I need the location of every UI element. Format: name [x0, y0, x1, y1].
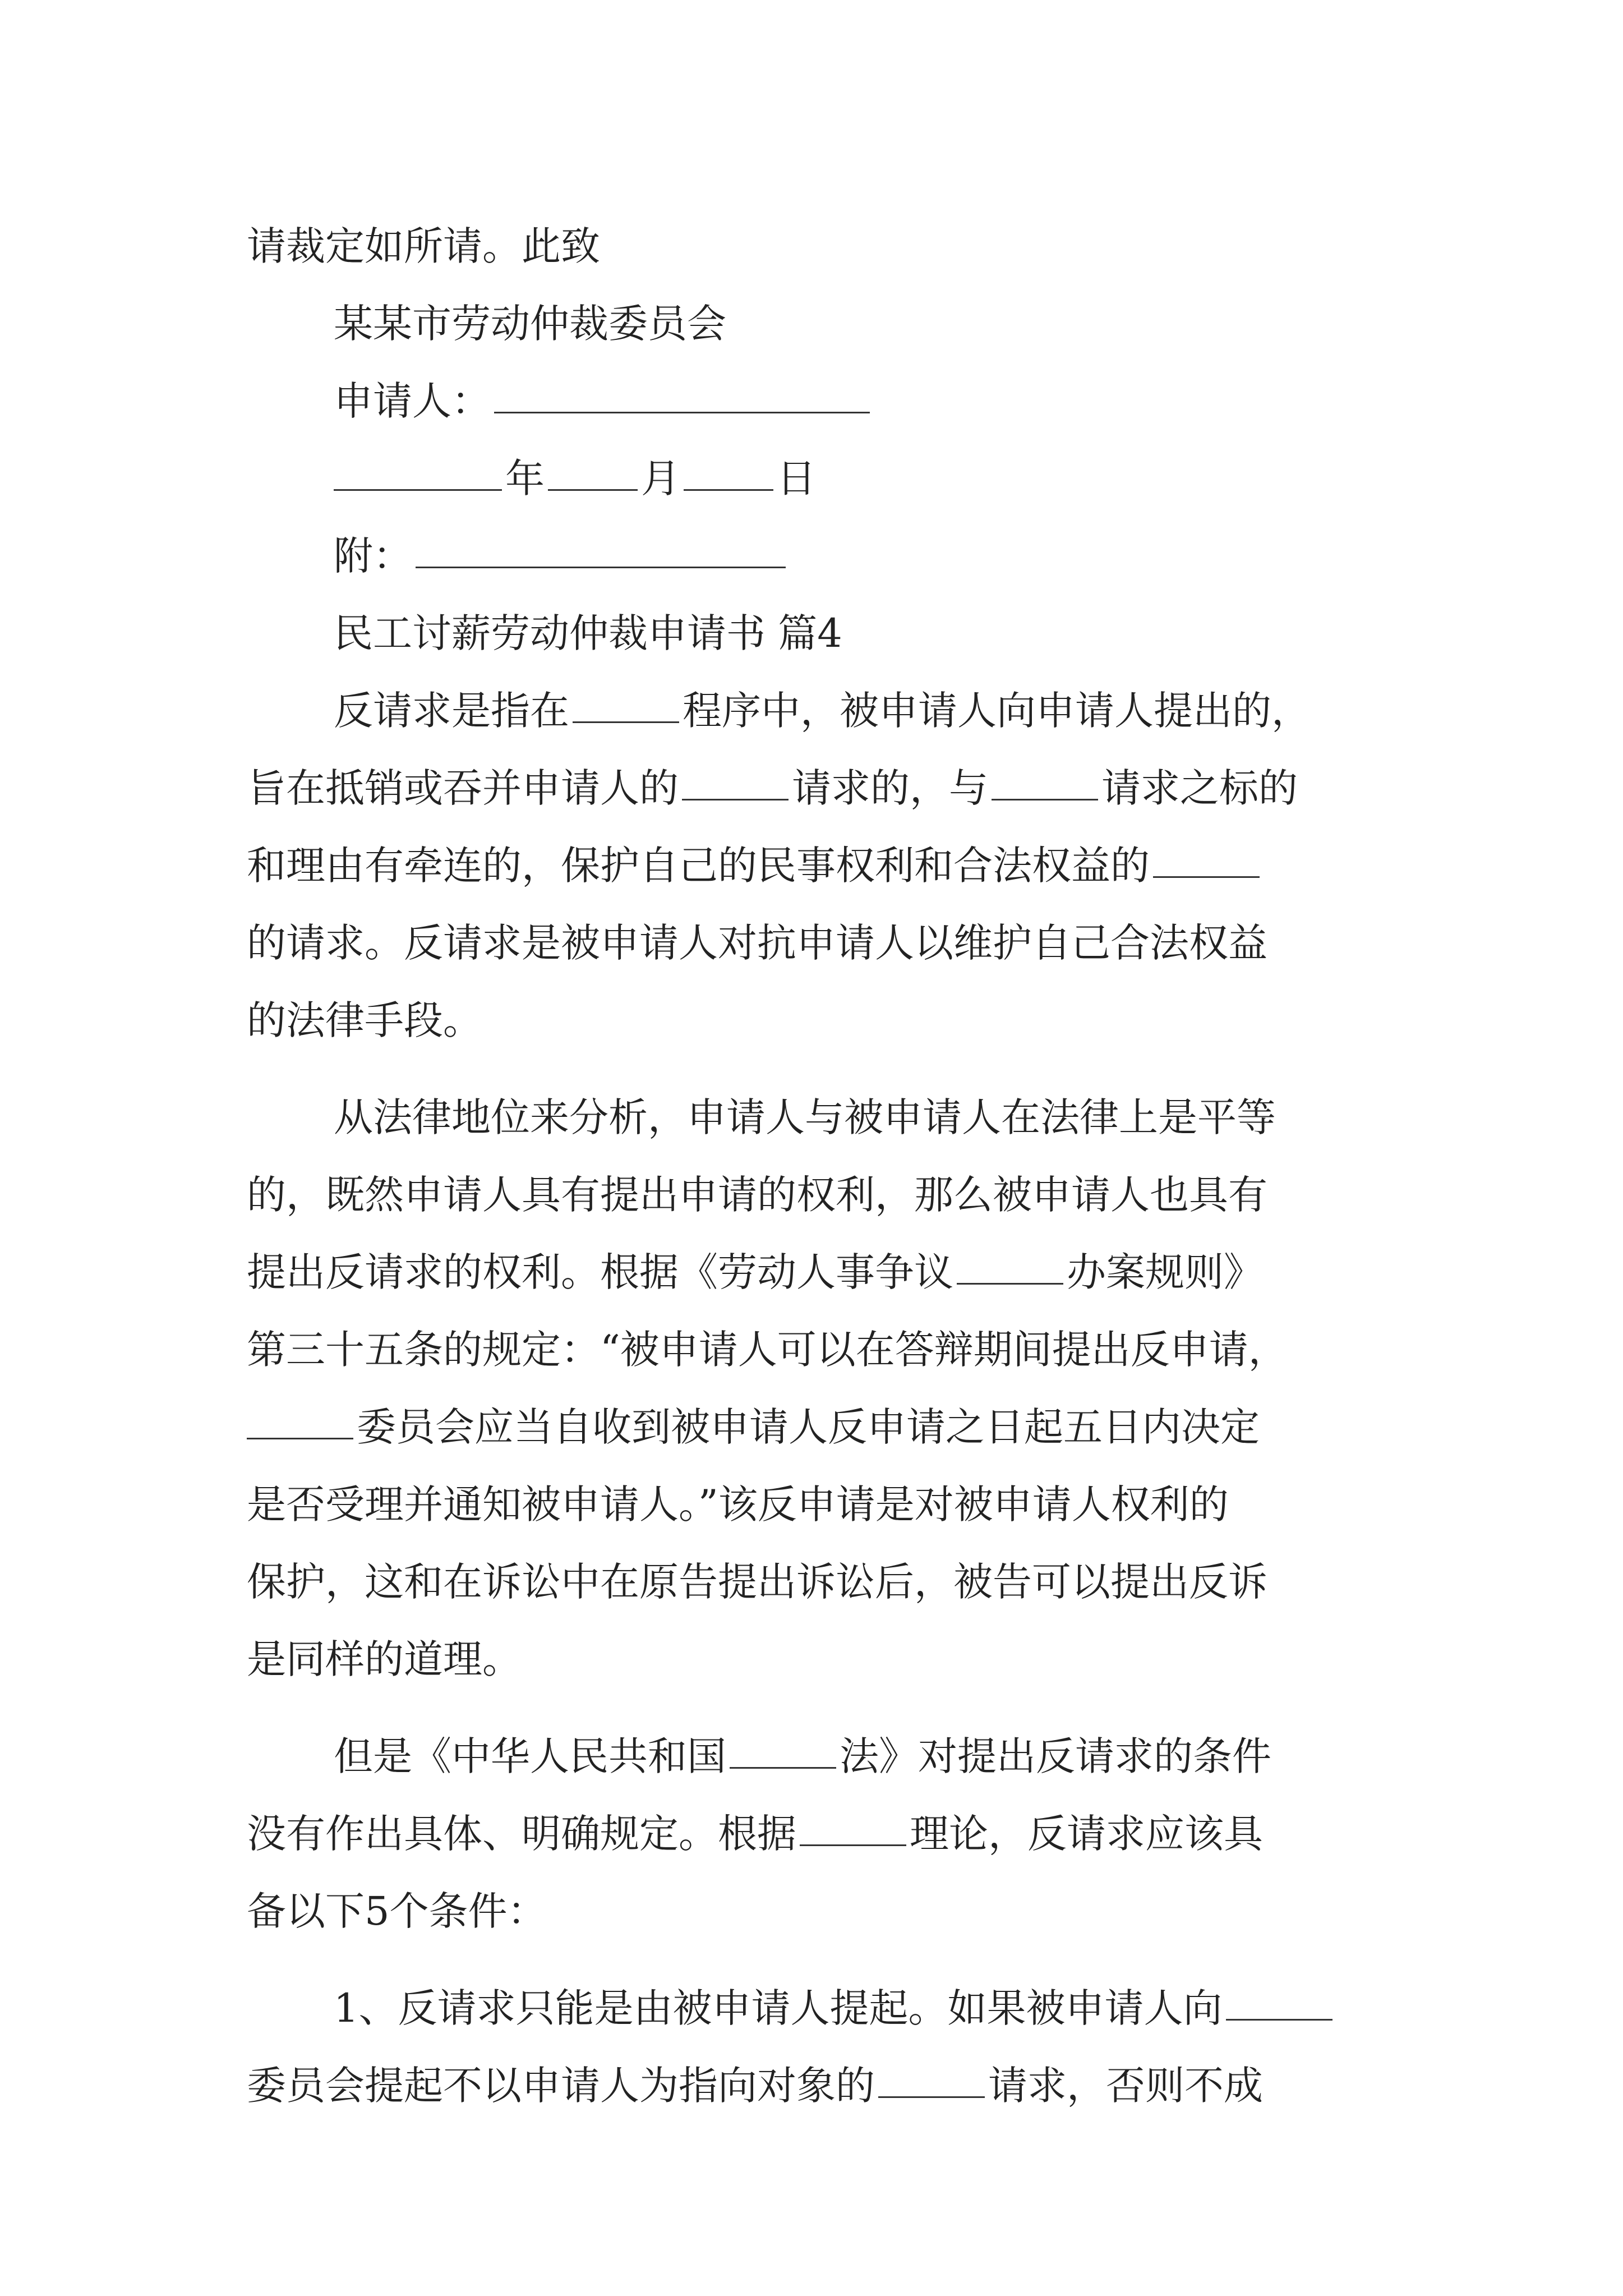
document-body [247, 208, 1380, 2124]
p2-text: 委员会应当自收到被申请人反申请之日起五日内决定 [357, 1404, 1260, 1450]
applicant-line [247, 362, 1380, 440]
p3-text: 备以下5个条件： [247, 1888, 547, 1934]
attachment-blank [416, 567, 786, 568]
p3-line-2 [247, 1795, 1380, 1872]
blank-line [247, 1438, 353, 1439]
p2-line-2 [247, 1156, 1380, 1234]
p1-text: 请求的，与 [792, 765, 988, 811]
day-blank [684, 489, 773, 491]
blank-line [992, 799, 1098, 800]
p1-line-4 [247, 904, 1380, 982]
year-label: 年 [505, 455, 545, 501]
p4-line-1 [247, 1970, 1380, 2047]
p1-text: 的请求。反请求是被申请人对抗申请人以维护自己合法权益 [247, 920, 1267, 966]
year-blank [334, 489, 502, 491]
p2-text: 第三十五条的规定：“被申请人可以在答辩期间提出反申请， [247, 1327, 1288, 1373]
p2-line-7 [247, 1543, 1380, 1621]
attachment-label: 附： [334, 533, 412, 579]
blank-line [800, 1844, 906, 1846]
p2-line-6 [247, 1466, 1380, 1543]
p4-text: 1、反请求只能是由被申请人提起。如果被申请人向 [334, 1985, 1223, 2031]
p1-text: 和理由有牵连的，保护自己的民事权利和合法权益的 [247, 843, 1150, 889]
p4-line-2 [247, 2047, 1380, 2124]
p1-line-2 [247, 749, 1380, 827]
month-blank [548, 489, 638, 491]
p2-line-1 [247, 1079, 1380, 1156]
day-label: 日 [777, 455, 816, 501]
p2-line-3 [247, 1234, 1380, 1311]
p3-text: 法》对提出反请求的条件 [840, 1733, 1271, 1779]
blank-line [573, 721, 679, 723]
attachment-line [247, 517, 1380, 595]
p2-line-5 [247, 1388, 1380, 1466]
closing-text: 请裁定如所请。此致 [247, 223, 600, 269]
section-title-line [247, 595, 1380, 672]
p2-text: 办案规则》 [1067, 1249, 1263, 1295]
blank-line [682, 799, 789, 800]
p2-text: 提出反请求的权利。根据《劳动人事争议 [247, 1249, 953, 1295]
p1-text: 反请求是指在 [334, 688, 569, 734]
p1-text: 程序中，被申请人向申请人提出的， [683, 688, 1311, 734]
p4-text: 委员会提起不以申请人为指向对象的 [247, 2063, 875, 2109]
p2-text: 从法律地位来分析，申请人与被申请人在法律上是平等 [334, 1094, 1276, 1140]
p1-line-1 [247, 672, 1380, 749]
recipient-line [247, 285, 1380, 362]
blank-line [878, 2096, 985, 2098]
recipient-text: 某某市劳动仲裁委员会 [334, 301, 726, 347]
p2-text: 保护，这和在诉讼中在原告提出诉讼后，被告可以提出反诉 [247, 1559, 1267, 1605]
p2-line-8 [247, 1621, 1380, 1698]
applicant-blank [494, 412, 870, 413]
applicant-label: 申请人： [334, 378, 491, 424]
p1-line-5 [247, 982, 1380, 1059]
p3-line-1 [247, 1718, 1380, 1795]
blank-line [730, 1767, 836, 1769]
p3-line-3 [247, 1872, 1380, 1950]
blank-line [957, 1283, 1063, 1285]
p2-line-4 [247, 1311, 1380, 1388]
p3-text: 没有作出具体、明确规定。根据 [247, 1811, 796, 1857]
section-title: 民工讨薪劳动仲裁申请书 篇4 [334, 610, 842, 656]
date-line [247, 440, 1380, 517]
blank-line [1153, 876, 1260, 878]
p1-text: 的法律手段。 [247, 997, 482, 1043]
p1-text: 请求之标的 [1101, 765, 1298, 811]
month-label: 月 [641, 455, 680, 501]
p2-text: 的，既然申请人具有提出申请的权利，那么被申请人也具有 [247, 1172, 1267, 1218]
p1-line-3 [247, 827, 1380, 904]
p2-text: 是同样的道理。 [247, 1636, 522, 1682]
p2-text: 是否受理并通知被申请人。”该反申请是对被申请人权利的 [247, 1481, 1229, 1527]
p3-text: 但是《中华人民共和国 [334, 1733, 726, 1779]
p4-text: 请求，否则不成 [988, 2063, 1263, 2109]
p1-text: 旨在抵销或吞并申请人的 [247, 765, 679, 811]
closing-line [247, 208, 1380, 285]
p3-text: 理论，反请求应该具 [910, 1811, 1263, 1857]
blank-line [1226, 2019, 1332, 2021]
